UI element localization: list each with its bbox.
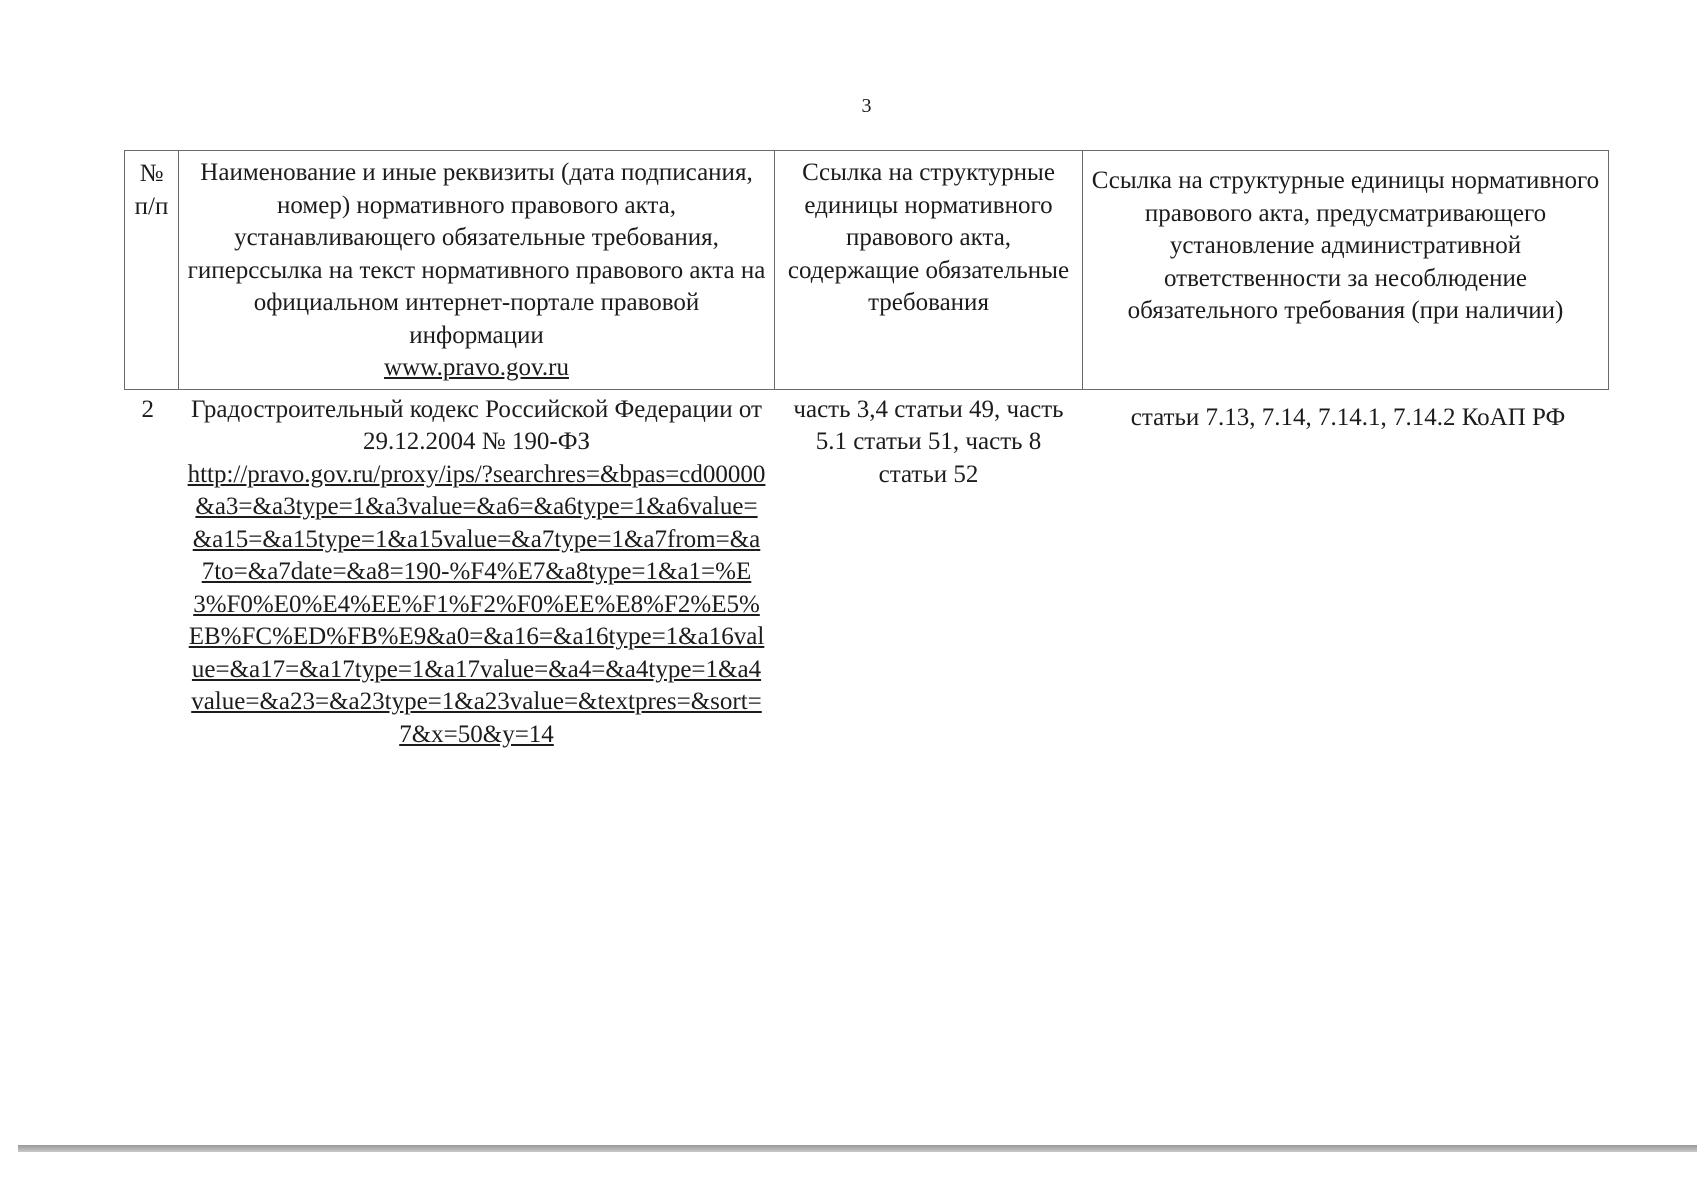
row-num: 2: [141, 395, 154, 423]
header-act-name-text: Наименование и иные реквизиты (дата подписания, номер) нормативного правового акта, устанавливающего обязательные требования, гиперссылка на текст нормативного правового акта на официальном интернет-портале правовой информации: [187, 159, 766, 349]
header-ref-liability: Ссылка на структурные единицы нормативного правового акта, предусматривающего установление административной ответственности за несоблюдение обязательного требования (при наличии): [1083, 151, 1609, 390]
header-num: № п/п: [125, 151, 179, 390]
table-header-row: [125, 151, 1609, 390]
header-ref-units: Ссылка на структурные единицы нормативного правового акта, содержащие обязательные требования: [775, 151, 1083, 390]
row-act-name: [179, 389, 775, 755]
row-ref-liability: статьи 7.13, 7.14, 7.14.1, 7.14.2 КоАП РФ: [1130, 403, 1566, 431]
page-number: 3: [861, 95, 872, 117]
header-site-link: www.pravo.gov.ru: [384, 354, 569, 381]
table-row: [125, 389, 1609, 755]
header-act-name: [179, 151, 775, 390]
requirements-table: [124, 150, 1609, 755]
act-title: Градостроительный кодекс Российской Федерации от 29.12.2004 № 190-ФЗ: [191, 395, 762, 455]
act-hyperlink[interactable]: http://pravo.gov.ru/proxy/ips/?searchres=&bpas=cd00000&a3=&a3type=1&a3value=&a6=&a6type=1&a6value=&a15=&a15type=1&a15value=&a7type=1&a7from=&a7to=&a7date=&a8=190-%F4%E7&a8type=1&a1=%E3%F0%E0%E4%EE%F1%F2%F0%EE%E8%F2%E5%EB%FC%ED%FB%E9&a0=&a16=&a16type=1&a16value=&a17=&a17type=1&a17value=&a4=&a4type=1&a4value=&a23=&a23type=1&a23value=&textpres=&sort=7&x=50&y=14: [187, 460, 766, 748]
scan-bottom-edge: [18, 1145, 1697, 1152]
row-ref-units: часть 3,4 статьи 49, часть 5.1 статьи 51, часть 8 статьи 52: [793, 395, 1064, 488]
